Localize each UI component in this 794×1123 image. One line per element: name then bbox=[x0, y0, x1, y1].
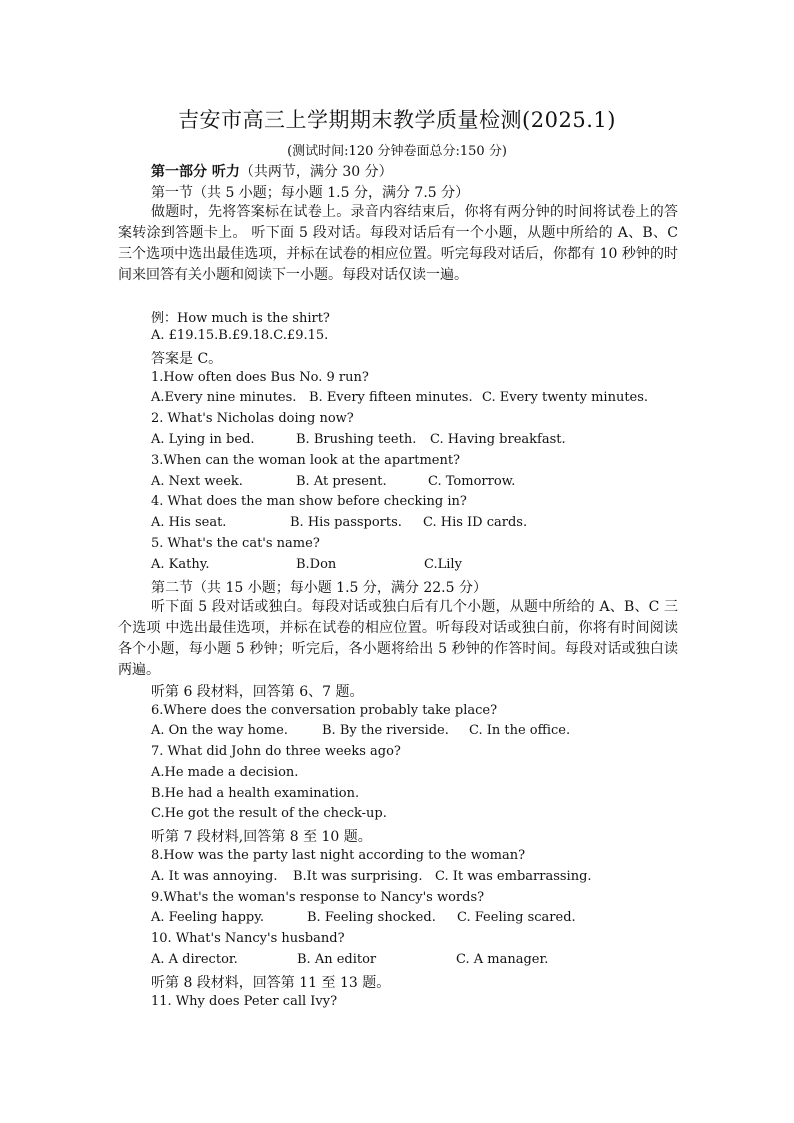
question-stem: 3.When can the woman look at the apartment? bbox=[151, 453, 461, 468]
option-c: C.Lily bbox=[424, 557, 462, 572]
question-stem: 2. What's Nicholas doing now? bbox=[151, 411, 354, 426]
material-group-8: 听第 8 段材料，回答第 11 至 13 题。 bbox=[151, 975, 391, 991]
question-stem: 4. What does the man show before checking in? bbox=[151, 494, 467, 509]
question-stem: 8.How was the party last night according to the woman? bbox=[151, 848, 526, 863]
material-group-6: 听第 6 段材料，回答第 6、7 题。 bbox=[151, 684, 364, 700]
option-b: B. At present. bbox=[296, 474, 387, 489]
option-b: B. His passports. bbox=[290, 515, 402, 530]
part-heading-rest: （共两节，满分 30 分） bbox=[239, 164, 393, 180]
section2-heading: 第二节（共 15 小题；每小题 1.5 分，满分 22.5 分） bbox=[151, 580, 487, 596]
exam-info: (测试时间:120 分钟卷面总分:150 分) bbox=[287, 144, 507, 159]
option-c: C. His ID cards. bbox=[423, 515, 528, 530]
option-a: A. A director. bbox=[151, 952, 238, 967]
question-stem: 5. What's the cat's name? bbox=[151, 536, 320, 551]
option-a: A. Lying in bed. bbox=[151, 432, 255, 447]
option-c: C. Tomorrow. bbox=[428, 474, 516, 489]
material-group-7: 听第 7 段材料,回答第 8 至 10 题。 bbox=[151, 829, 372, 845]
question-stem: 1.How often does Bus No. 9 run? bbox=[151, 370, 369, 385]
option-c: C. It was embarrassing. bbox=[435, 869, 592, 884]
section2-instructions: 听下面 5 段对话或独白。每段对话或独白后有几个小题，从题中所给的 A、B、C 三个选项 中选出最佳选项，并标在试卷的相应位置。听每段对话或独白前，你将有时间阅读各个小题，每小题 5 秒钟；听完后，各小题将给出 5 秒钟的作答时间。每段对话或独白读两遍。 bbox=[118, 599, 678, 678]
option-a: A. Kathy. bbox=[151, 557, 210, 572]
option-b: B.Don bbox=[296, 557, 337, 572]
section1-heading: 第一节（共 5 小题；每小题 1.5 分，满分 7.5 分） bbox=[151, 185, 470, 201]
option-a: A.He made a decision. bbox=[151, 765, 299, 780]
option-a: A.Every nine minutes. bbox=[151, 390, 297, 405]
question-stem: 7. What did John do three weeks ago? bbox=[151, 744, 401, 759]
option-b: B. Feeling shocked. bbox=[307, 910, 436, 925]
part-heading-bold: 第一部分 听力 bbox=[151, 164, 240, 180]
option-b: B. Every fifteen minutes. bbox=[309, 390, 473, 405]
option-a: A. It was annoying. bbox=[151, 869, 278, 884]
option-a: A. Next week. bbox=[151, 474, 243, 489]
option-b: B.He had a health examination. bbox=[151, 786, 360, 801]
option-b: B. An editor bbox=[297, 952, 377, 967]
section1-instructions: 做题时，先将答案标在试卷上。录音内容结束后，你将有两分钟的时间将试卷上的答案转涂到答题卡上。 听下面 5 段对话。每段对话后有一个小题，从题中所给的 A、B、C 三个选项中选出最佳选项，并标在试卷的相应位置。听完每段对话后，你都有 10 秒钟的时间来回答有关小题和阅读下一小题。每段对话仅读一遍。 bbox=[118, 204, 678, 283]
option-b: B. Brushing teeth. bbox=[296, 432, 417, 447]
option-c: C. Having breakfast. bbox=[430, 432, 566, 447]
example-answer: 答案是 C。 bbox=[151, 351, 223, 367]
page-title: 吉安市高三上学期期末教学质量检测(2025.1) bbox=[178, 108, 616, 132]
option-b: B.It was surprising. bbox=[293, 869, 423, 884]
question-stem: 11. Why does Peter call Ivy? bbox=[151, 994, 338, 1009]
option-c: C. In the office. bbox=[469, 723, 571, 738]
option-c: C.He got the result of the check-up. bbox=[151, 806, 387, 821]
option-a: A. On the way home. bbox=[151, 723, 288, 738]
question-stem: 9.What's the woman's response to Nancy's words? bbox=[151, 890, 485, 905]
option-a: A. Feeling happy. bbox=[151, 910, 265, 925]
option-c: C. A manager. bbox=[456, 952, 549, 967]
option-c: C. Feeling scared. bbox=[457, 910, 576, 925]
option-c: C. Every twenty minutes. bbox=[482, 390, 649, 405]
option-b: B. By the riverside. bbox=[322, 723, 449, 738]
part-heading bbox=[151, 161, 393, 181]
example-options: A. £19.15.B.£9.18.C.£9.15. bbox=[151, 328, 329, 343]
option-a: A. His seat. bbox=[151, 515, 227, 530]
question-stem: 6.Where does the conversation probably take place? bbox=[151, 703, 498, 718]
example-question: 例：How much is the shirt? bbox=[151, 311, 330, 326]
question-stem: 10. What's Nancy's husband? bbox=[151, 931, 345, 946]
